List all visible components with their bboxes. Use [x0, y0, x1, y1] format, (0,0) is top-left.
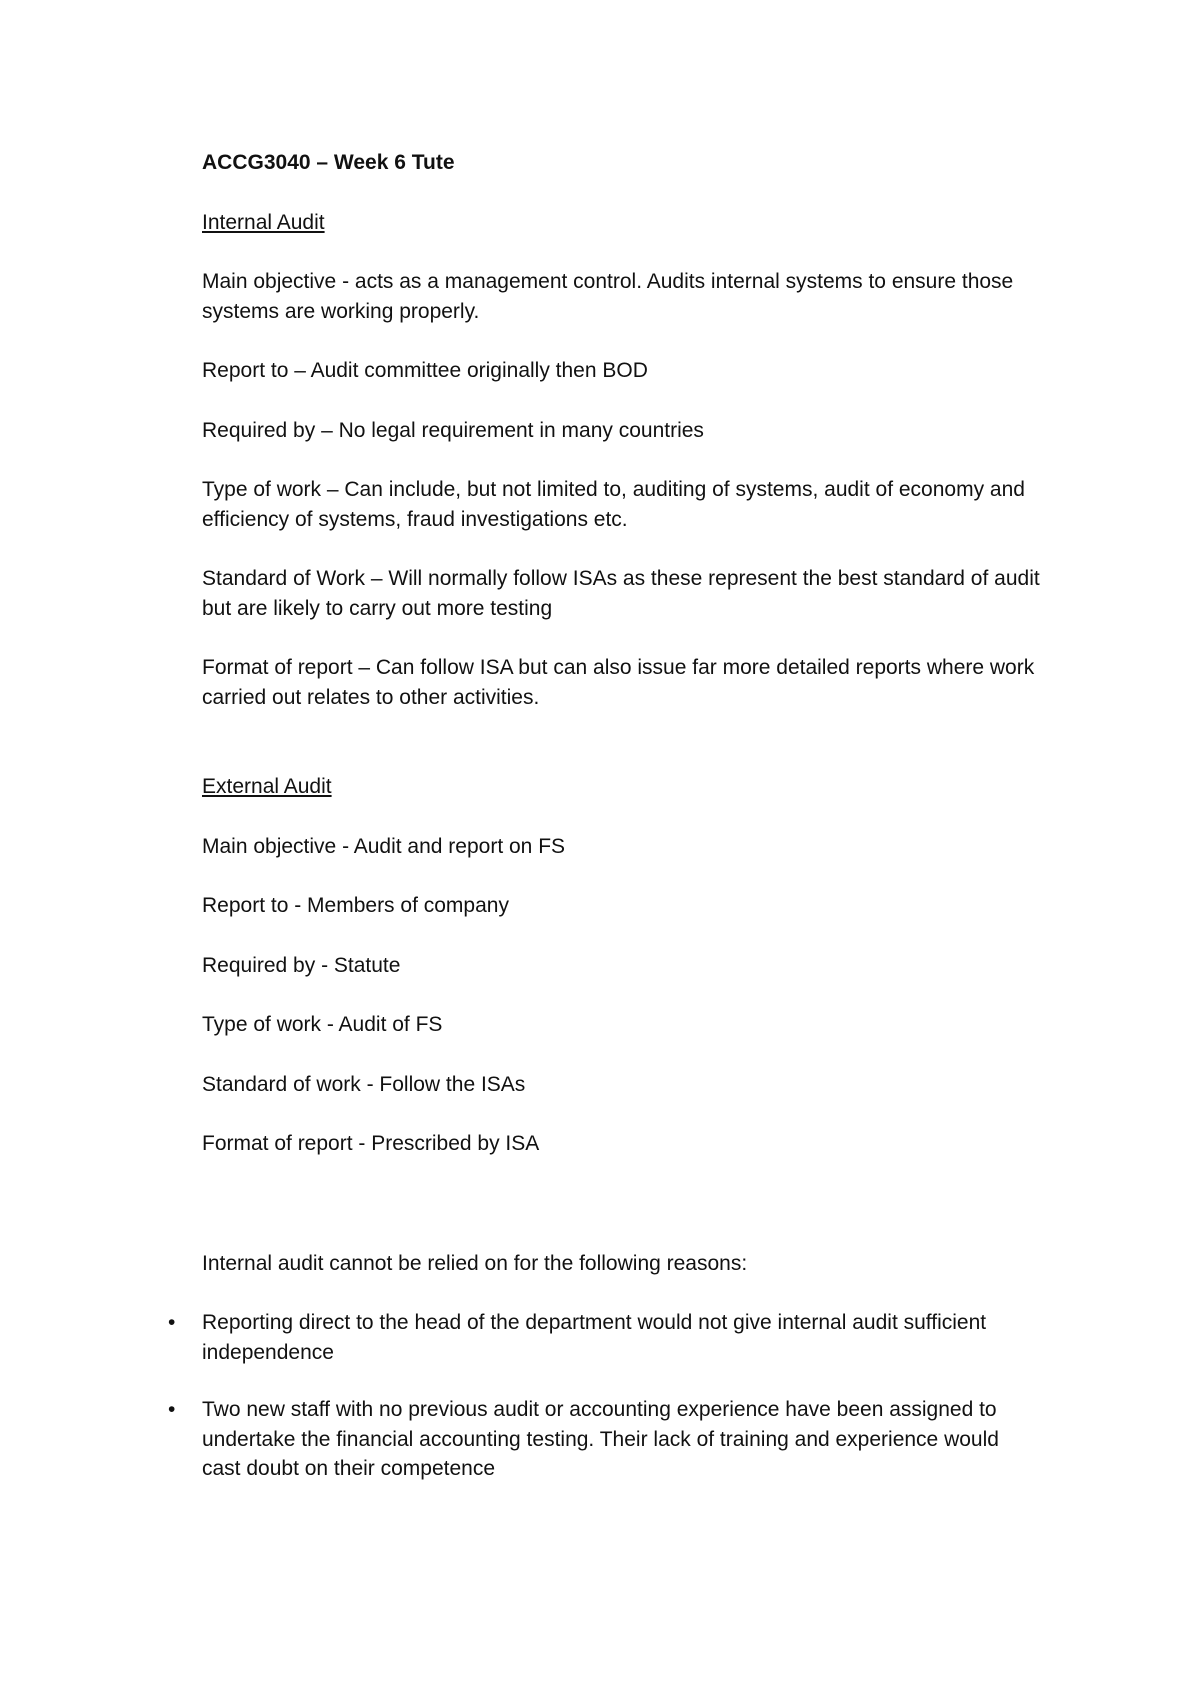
external-required-by: Required by - Statute — [202, 953, 401, 977]
reason-text: Reporting direct to the head of the department would not give internal audit sufficient independence — [202, 1311, 987, 1364]
document-title: ACCG3040 – Week 6 Tute — [202, 151, 455, 174]
internal-type-of-work: Type of work – Can include, but not limited to, auditing of systems, audit of economy and efficiency of systems, fraud investigations etc. — [202, 478, 1025, 531]
external-format-of-report: Format of report - Prescribed by ISA — [202, 1132, 540, 1155]
document-body — [168, 148, 1052, 1512]
spacer — [202, 1189, 1052, 1249]
external-type-of-work: Type of work - Audit of FS — [202, 1013, 443, 1036]
internal-report-to: Report to – Audit committee originally then BOD — [202, 359, 648, 382]
external-main-objective: Main objective - Audit and report on FS — [202, 834, 566, 858]
internal-required-by: Required by – No legal requirement in many countries — [202, 418, 704, 442]
bullet-icon: • — [168, 1311, 176, 1334]
reasons-intro: Internal audit cannot be relied on for the following reasons: — [202, 1251, 748, 1275]
internal-main-objective: Main objective - acts as a management control. Audits internal systems to ensure those systems are working properly. — [202, 270, 1014, 323]
internal-format-of-report: Format of report – Can follow ISA but can also issue far more detailed reports where work carried out relates to other activities. — [202, 656, 1035, 709]
reason-text: Two new staff with no previous audit or accounting experience have been assigned to undertake the financial accounting testing. Their lack of training and experience would cast doubt on their competence — [202, 1398, 999, 1480]
external-report-to: Report to - Members of company — [202, 894, 509, 917]
internal-audit-heading: Internal Audit — [202, 210, 325, 234]
bullet-icon: • — [168, 1398, 176, 1421]
spacer — [202, 742, 1052, 772]
reasons-list — [168, 1308, 1034, 1484]
reason-item-competence — [168, 1395, 1034, 1484]
internal-standard-of-work: Standard of Work – Will normally follow ISAs as these represent the best standard of audit but are likely to carry out more testing — [202, 567, 1040, 620]
external-standard-of-work: Standard of work - Follow the ISAs — [202, 1072, 526, 1096]
reason-item-independence — [168, 1308, 1034, 1367]
external-audit-heading: External Audit — [202, 775, 332, 798]
